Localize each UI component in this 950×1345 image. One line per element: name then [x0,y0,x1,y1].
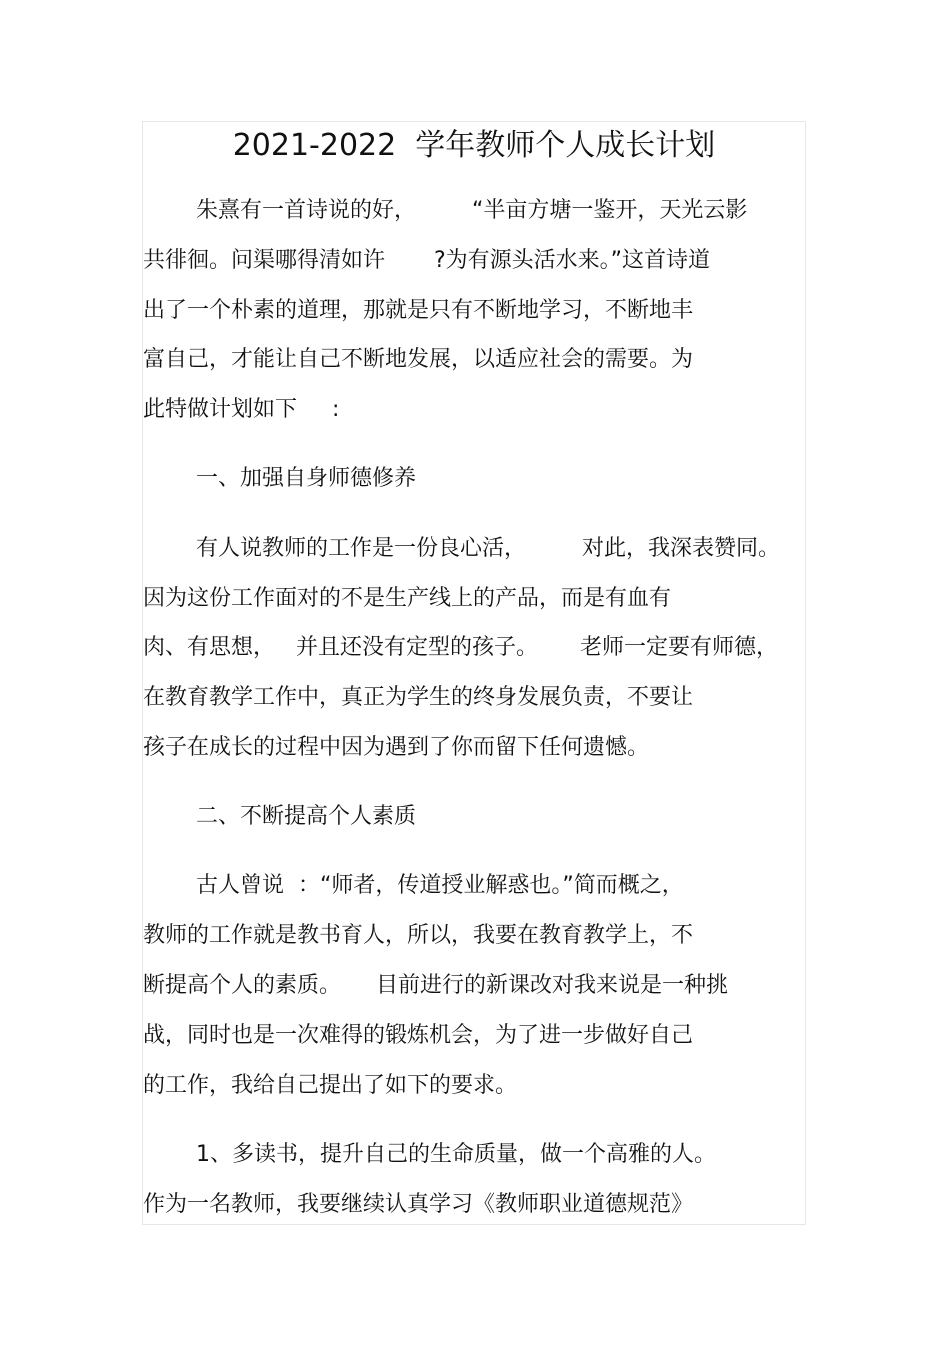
document-page [142,121,806,1225]
section-heading: 二、不断提高个人素质 [196,804,417,829]
paragraph-line: 作为一名教师，我要继续认真学习《教师职业道德规范》 [143,1192,694,1217]
paragraph-line: 教师的工作就是教书育人，所以，我要在教育教学上，不 [143,923,694,948]
paragraph-line: 此特做计划如下 : [143,397,340,422]
paragraph-line: 孩子在成长的过程中因为遇到了你而留下任何遗憾。 [143,735,650,760]
paragraph-line: 断提高个人的素质。 目前进行的新课改对我来说是一种挑 [143,973,728,998]
paragraph-line: 肉、有思想， 并且还没有定型的孩子。 老师一定要有师德， [143,635,778,660]
section-heading: 一、加强自身师德修养 [196,466,417,491]
paragraph-line: 的工作，我给自己提出了如下的要求。 [143,1073,518,1098]
paragraph-line: 共徘徊。问渠哪得清如许 ?为有源头活水来。”这首诗道 [143,248,711,273]
paragraph-line: 因为这份工作面对的不是生产线上的产品，而是有血有 [143,586,672,611]
document-title: 2021-2022 学年教师个人成长计划 [232,128,716,163]
list-item: 1、多读书，提升自己的生命质量，做一个高雅的人。 [196,1142,716,1167]
paragraph-line: 出了一个朴素的道理，那就是只有不断地学习，不断地丰 [143,298,694,323]
paragraph-line: 古人曾说 ：“师者，传道授业解惑也。”简而概之， [196,873,684,898]
paragraph-line: 有人说教师的工作是一份良心活， 对此，我深表赞同。 [196,536,780,561]
paragraph-line: 战，同时也是一次难得的锻炼机会，为了进一步做好自己 [143,1023,694,1048]
paragraph-line: 在教育教学工作中，真正为学生的终身发展负责，不要让 [143,685,694,710]
paragraph-line: 朱熹有一首诗说的好， “半亩方塘一鉴开，天光云影 [196,198,748,223]
paragraph-line: 富自己，才能让自己不断地发展，以适应社会的需要。为 [143,347,694,372]
